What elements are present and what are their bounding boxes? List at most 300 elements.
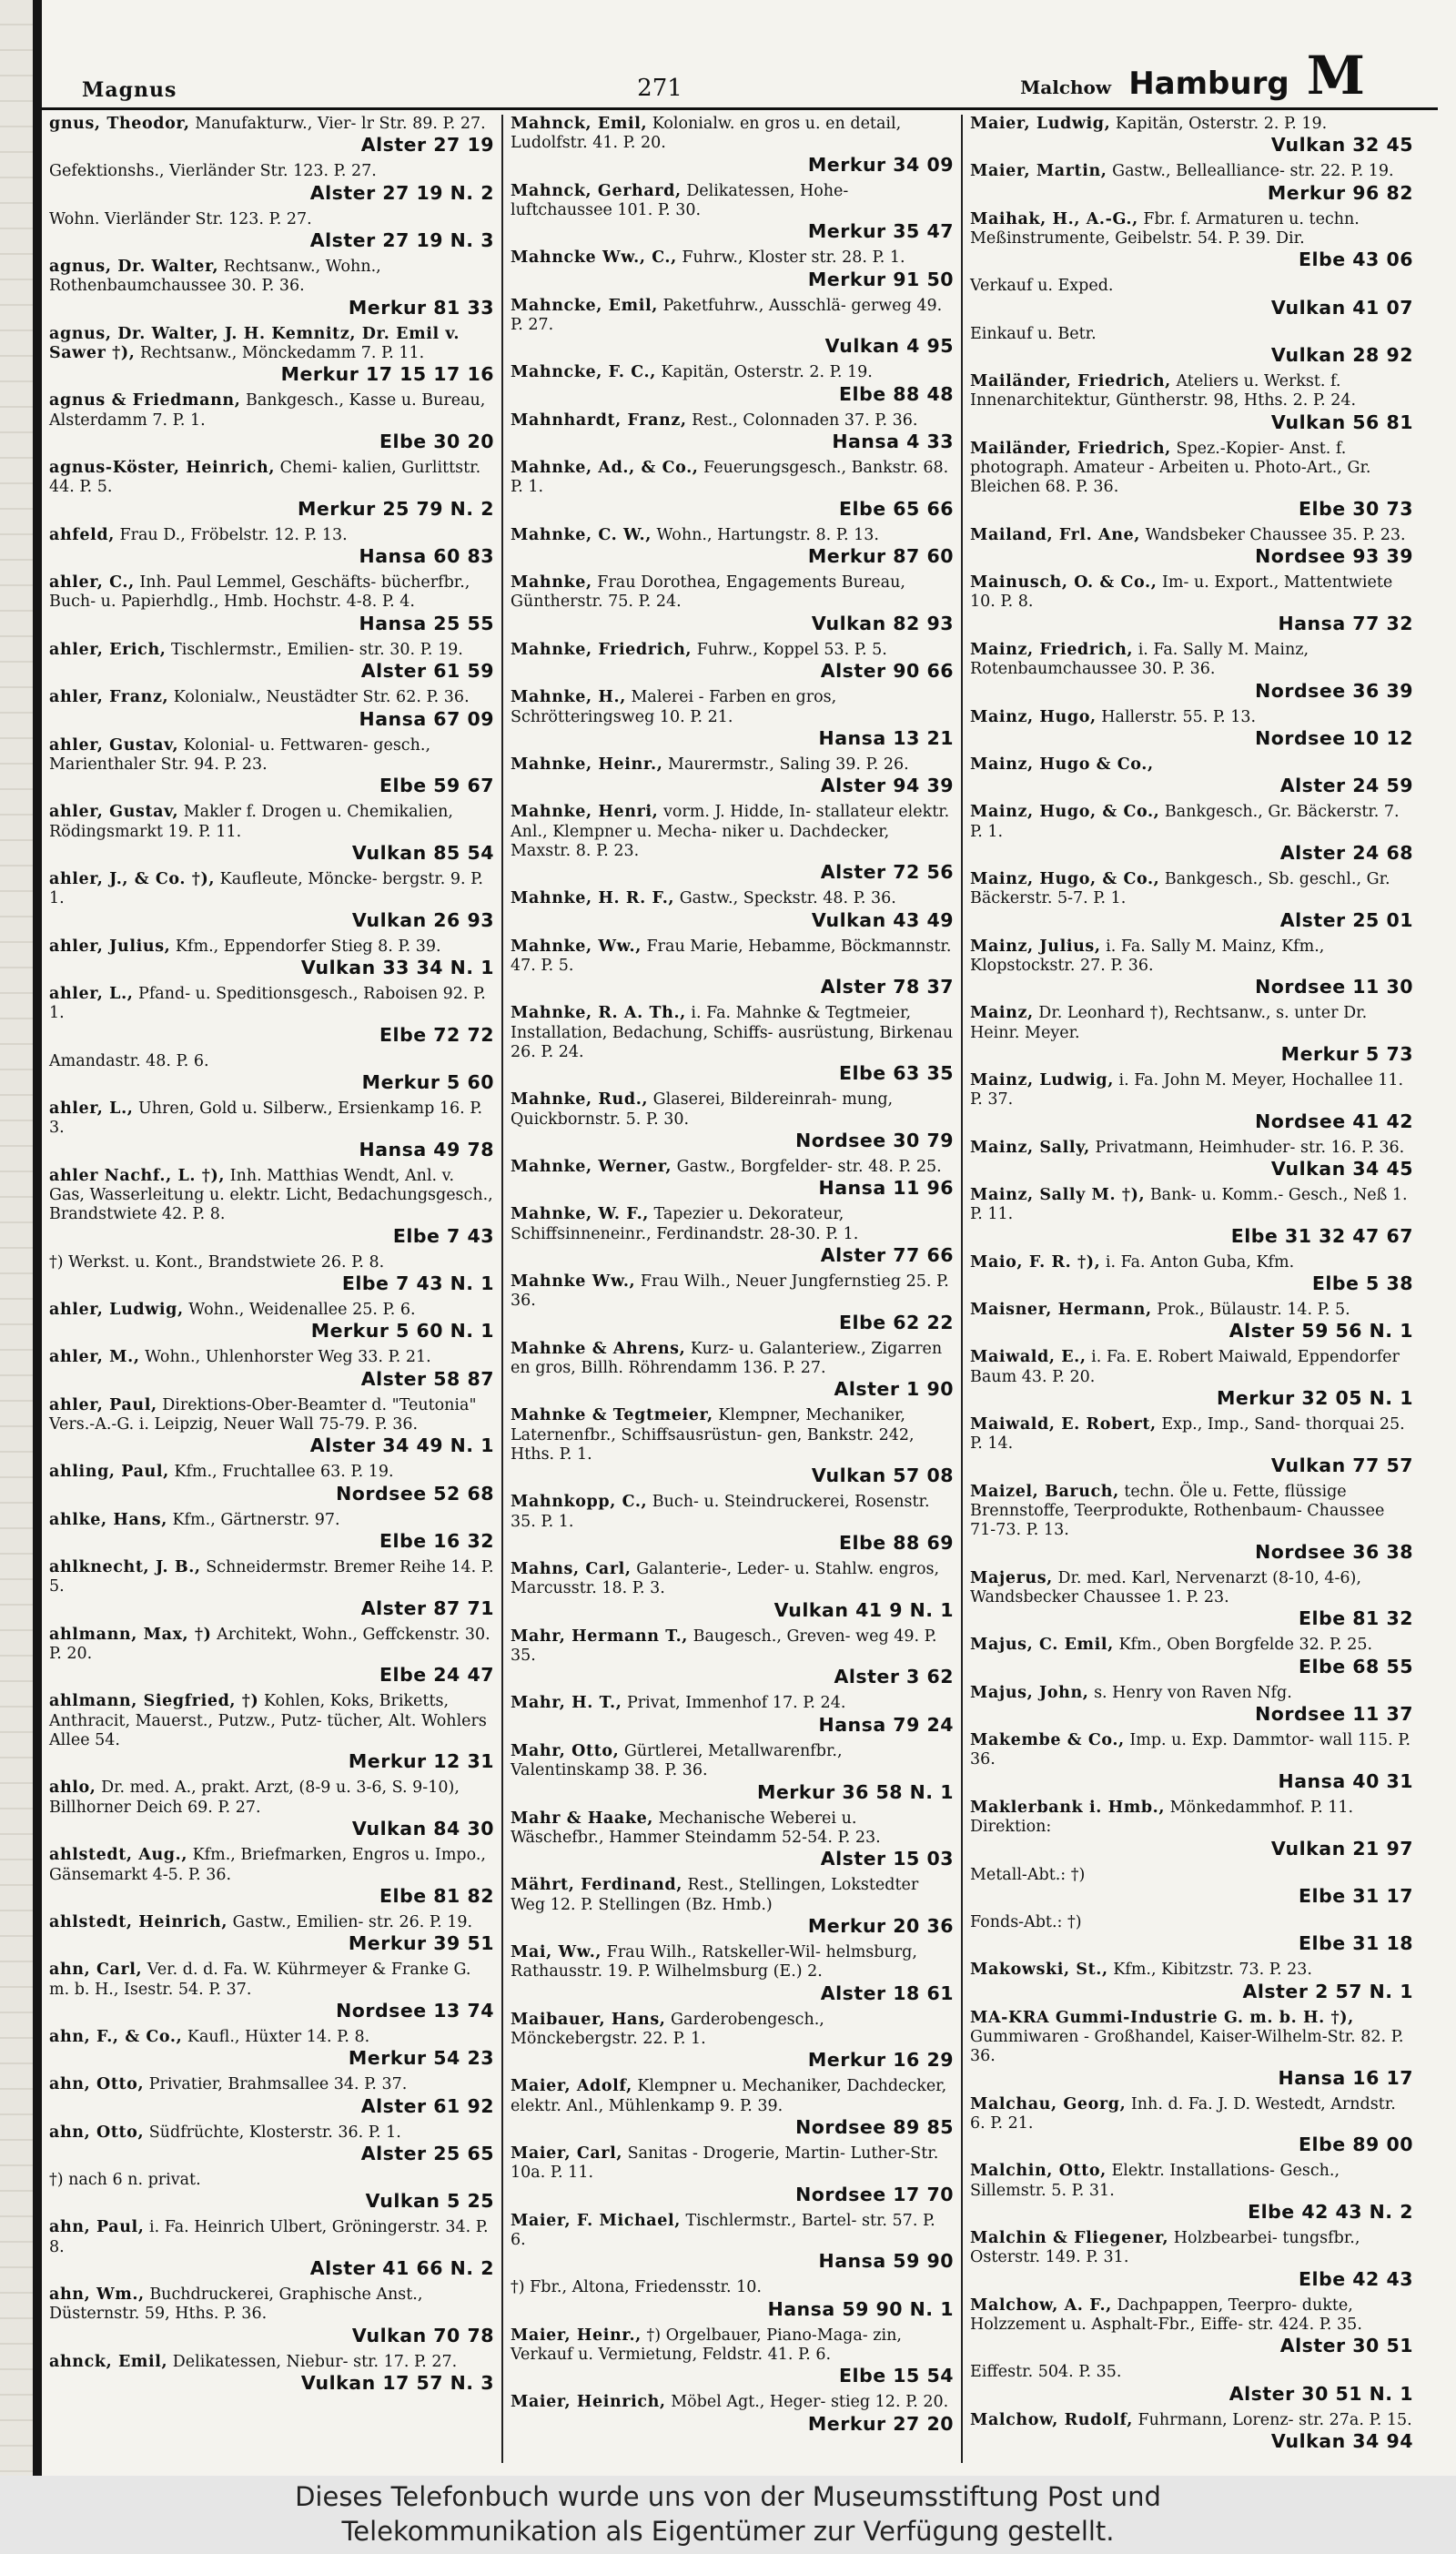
entry-description: Buch- u. Steindruckerei, Rosenstr. 35. P. 1. — [511, 1493, 930, 1531]
entry-description: Tapezier u. Dekorateur, Schiffsinneneinr., Ferdinandstr. 28-30. P. 1. — [511, 1205, 859, 1243]
entry-phone-number: Nordsee 89 85 — [795, 2115, 954, 2138]
entry-phone-number: Nordsee 10 12 — [1255, 726, 1413, 749]
entry-description: Kolonialw., Neustädter Str. 62. P. 36. — [173, 688, 470, 707]
directory-entry — [49, 1779, 494, 1840]
entry-phone-number: Vulkan 33 34 N. 1 — [300, 956, 494, 978]
entry-name: Maklerbank i. Hmb., — [970, 1798, 1166, 1817]
directory-entry — [511, 2278, 954, 2320]
entry-description: Kfm., Briefmarken, Engros u. Impo., Gänsemarkt 4-5. P. 36. — [49, 1846, 486, 1884]
entry-phone-number: Hansa 59 90 — [818, 2250, 954, 2273]
entry-name: Mainusch, O. & Co., — [970, 573, 1158, 593]
entry-phone-number: Elbe 81 32 — [1299, 1607, 1413, 1630]
entry-description: Fuhrw., Koppel 53. P. 5. — [696, 640, 887, 659]
directory-entry — [49, 459, 494, 521]
directory-entry — [970, 1636, 1413, 1677]
directory-entry — [511, 803, 954, 884]
entry-phone-number: Hansa 59 90 N. 1 — [767, 2297, 954, 2320]
entry-description: Tischlermstr., Bartel- str. 57. P. 6. — [511, 2211, 935, 2249]
footer-notice — [0, 2476, 1456, 2554]
directory-entry — [511, 2011, 954, 2073]
entry-phone-number: Nordsee 11 37 — [1255, 1703, 1413, 1726]
entry-description: Maurermstr., Saling 39. P. 26. — [668, 755, 909, 774]
entry-name: ahn, Otto, — [49, 2075, 145, 2094]
entry-name: ahlknecht, J. B., — [49, 1558, 201, 1577]
entry-phone-number: Vulkan 70 78 — [351, 2324, 494, 2346]
entry-description: Rechtsanw., Wohn., Rothenbaumchaussee 30. P. 36. — [49, 258, 381, 296]
entry-description: Fuhrmann, Lorenz- str. 27a. P. 15. — [1138, 2410, 1412, 2429]
entry-phone-number: Vulkan 41 07 — [1270, 296, 1413, 319]
entry-description: vorm. J. Hidde, In- stallateur elektr. Anl., Klempner u. Mecha- niker u. Dachdecker, Maxstr. 8. P. 23. — [511, 803, 950, 860]
entry-name: Mahnke, H. R. F., — [511, 889, 675, 908]
directory-entry — [49, 1961, 494, 2022]
entry-description: i. Fa. E. Robert Maiwald, Eppendorfer Baum 43. P. 20. — [970, 1348, 1400, 1386]
directory-entry — [970, 162, 1413, 204]
directory-entry — [970, 1253, 1413, 1295]
directory-entry — [511, 297, 954, 359]
entry-description: Architekt, Wohn., Geffckenstr. 30. P. 20. — [49, 1625, 490, 1664]
directory-entry — [970, 1483, 1413, 1564]
directory-entry — [970, 115, 1413, 157]
directory-entry — [970, 2009, 1413, 2090]
directory-entry — [49, 115, 494, 157]
entry-description: Bankgesch., Gr. Bäckerstr. 7. P. 1. — [970, 803, 1400, 841]
directory-entry — [970, 1731, 1413, 1793]
entry-description: Elektr. Installations- Gesch., Sillemstr. 5. P. 31. — [970, 2162, 1340, 2200]
entry-name: ahler, L., — [49, 1099, 134, 1118]
entry-phone-number: Vulkan 5 25 — [365, 2190, 494, 2213]
entry-name: ahlke, Hans, — [49, 1510, 167, 1529]
entry-phone-number: Vulkan 4 95 — [824, 335, 954, 358]
entry-name: Maiwald, E. Robert, — [970, 1415, 1157, 1434]
entry-phone-number: Elbe 81 82 — [379, 1884, 494, 1907]
entry-phone-number: Elbe 31 17 — [1299, 1884, 1413, 1907]
entry-description: Bankgesch., Sb. geschl., Gr. Bäckerstr. 5-7. P. 1. — [970, 869, 1390, 908]
entry-description: i. Fa. Heinrich Ulbert, Gröningerstr. 34. P. 8. — [49, 2218, 489, 2256]
directory-entry — [970, 1004, 1413, 1066]
directory-entry — [511, 1560, 954, 1622]
entry-description: Frau Wilh., Ratskeller-Wil- helmsburg, Rathausstr. 19. P. Wilhelmsburg (E.) 2. — [511, 1942, 917, 1981]
directory-entry — [49, 870, 494, 932]
entry-name: Maisner, Hermann, — [970, 1301, 1152, 1319]
directory-entry — [49, 573, 494, 635]
directory-entry — [970, 870, 1413, 932]
entry-name: Mahr, Otto, — [511, 1741, 620, 1760]
entry-name: Mahns, Carl, — [511, 1560, 632, 1579]
entry-description: Spez.-Kopier- Anst. f. photograph. Amateur - Arbeiten u. Photo-Art., Gr. Bleichen 68. P. 36. — [970, 439, 1371, 497]
book-binding — [33, 0, 42, 2476]
entry-name: Mahnke, Henri, — [511, 803, 659, 822]
entry-name: Mahnke, H., — [511, 688, 626, 707]
directory-entry — [49, 641, 494, 683]
entry-description: Frau D., Fröbelstr. 12. P. 13. — [119, 525, 348, 544]
entry-description: Glaserei, Bildereinrah- mung, Quickbornstr. 5. P. 30. — [511, 1090, 894, 1129]
entry-description: Im- u. Export., Mattentwiete 10. P. 8. — [970, 573, 1393, 612]
directory-entry — [49, 2171, 494, 2213]
entry-phone-number: Nordsee 13 74 — [336, 1999, 494, 2022]
entry-description: Kaufleute, Möncke- bergstr. 9. P. 1. — [49, 869, 483, 908]
entry-name: Majus, C. Emil, — [970, 1636, 1114, 1655]
entry-description: Schneidermstr. Bremer Reihe 14. P. 5. — [49, 1558, 494, 1596]
directory-entry — [970, 2363, 1413, 2405]
entry-description: Tischlermstr., Emilien- str. 30. P. 19. — [171, 640, 463, 659]
entry-description: Wohn., Weidenallee 25. P. 6. — [188, 1301, 416, 1319]
directory-entry — [49, 1052, 494, 1094]
directory-entry — [970, 1866, 1413, 1908]
directory-entry — [511, 363, 954, 405]
entry-description: Mönkedammhof. P. 11. Direktion: — [970, 1798, 1354, 1837]
directory-entry — [49, 1511, 494, 1553]
entry-phone-number: Hansa 77 32 — [1278, 612, 1413, 634]
entry-description: Fonds-Abt.: †) — [970, 1912, 1082, 1931]
entry-description: techn. Öle u. Fette, flüssige Brennstoffe, Teerprodukte, Rothenbaum- Chaussee 71-73. P. 13. — [970, 1482, 1385, 1540]
entry-phone-number: Merkur 81 33 — [348, 296, 494, 319]
entry-description: Kapitän, Osterstr. 2. P. 19. — [1115, 115, 1328, 133]
entry-name: ahfeld, — [49, 525, 115, 544]
header-letter: M — [1306, 45, 1365, 106]
entry-name: Mahncke, F. C., — [511, 363, 656, 382]
entry-description: i. Fa. Sally M. Mainz, Rotenbaumchaussee 30. P. 36. — [970, 640, 1309, 679]
entry-phone-number: Alster 27 19 — [360, 134, 494, 157]
entry-description: Buchdruckerei, Graphische Anst., Düsternstr. 59, Hths. P. 36. — [49, 2285, 423, 2324]
directory-entry — [49, 2218, 494, 2280]
entry-name: ahler, Gustav, — [49, 803, 179, 822]
directory-entry — [511, 1406, 954, 1487]
entry-phone-number: Merkur 54 23 — [348, 2047, 494, 2070]
directory-entry — [49, 1167, 494, 1248]
entry-name: Mahncke, Emil, — [511, 296, 658, 315]
entry-description: Sanitas - Drogerie, Martin- Luther-Str. 10a. P. 11. — [511, 2144, 939, 2183]
entry-phone-number: Alster 61 59 — [360, 660, 494, 683]
entry-description: Privatmann, Heimhuder- str. 16. P. 36. — [1095, 1138, 1405, 1157]
directory-entry — [511, 1004, 954, 1085]
directory-entry — [49, 803, 494, 865]
entry-name: ahler, C., — [49, 573, 135, 593]
directory-entry — [511, 248, 954, 290]
listing-column-1 — [42, 115, 501, 2463]
entry-description: Dr. med. A., prakt. Arzt, (8-9 u. 3-6, S. 9-10), Billhorner Deich 69. P. 27. — [49, 1779, 460, 1817]
entry-name: Maier, Martin, — [970, 162, 1107, 181]
entry-name: Maier, Ludwig, — [970, 115, 1111, 133]
entry-description: Imp. u. Exp. Dammtor- wall 115. P. 36. — [970, 1731, 1411, 1769]
entry-name: Mahnke, — [511, 573, 592, 593]
directory-entry — [970, 1569, 1413, 1631]
directory-entry — [970, 755, 1413, 797]
entry-name: agnus-Köster, Heinrich, — [49, 459, 276, 478]
entry-name: ahlmann, Siegfried, †) — [49, 1692, 259, 1711]
entry-phone-number: Elbe 59 67 — [379, 775, 494, 797]
entry-phone-number: Hansa 60 83 — [359, 545, 494, 568]
entry-name: Mahnke, Heinr., — [511, 755, 663, 774]
entry-name: Mainz, Julius, — [970, 937, 1101, 956]
entry-name: Mailand, Frl. Ane, — [970, 525, 1140, 544]
directory-entry — [511, 2077, 954, 2139]
directory-entry — [970, 2162, 1413, 2224]
entry-name: ahler, J., & Co. †), — [49, 869, 216, 888]
entry-phone-number: Merkur 17 15 17 16 — [280, 363, 494, 386]
directory-entry — [970, 372, 1413, 434]
directory-entry — [49, 1626, 494, 1687]
entry-name: ahler, Erich, — [49, 640, 167, 659]
directory-entry — [49, 2075, 494, 2117]
entry-phone-number: Vulkan 84 30 — [351, 1818, 494, 1840]
entry-name: Mahnke, Friedrich, — [511, 640, 693, 659]
entry-description: Dr. med. Karl, Nervenarzt (8-10, 4-6), Wandsbecker Chaussee 1. P. 23. — [970, 1568, 1361, 1607]
entry-phone-number: Vulkan 32 45 — [1270, 134, 1413, 157]
directory-entry — [970, 1684, 1413, 1726]
directory-entry — [970, 1961, 1413, 2002]
footer-line-1: Dieses Telefonbuch wurde uns von der Museumsstiftung Post und — [295, 2481, 1161, 2512]
entry-name: Malchau, Georg, — [970, 2094, 1127, 2113]
entry-phone-number: Elbe 7 43 N. 1 — [341, 1272, 494, 1294]
directory-entry — [49, 1100, 494, 1161]
entry-name: Makowski, St., — [970, 1961, 1108, 1980]
entry-phone-number: Elbe 68 55 — [1299, 1655, 1413, 1677]
directory-entry — [49, 1348, 494, 1390]
entry-name: Maier, F. Michael, — [511, 2211, 681, 2230]
entry-phone-number: Elbe 31 32 47 67 — [1230, 1224, 1413, 1247]
entry-description: Inh. d. Fa. J. D. Westedt, Arndstr. 6. P. 21. — [970, 2094, 1396, 2133]
listing-column-2 — [501, 115, 961, 2463]
entry-description: Kfm., Oben Borgfelde 32. P. 25. — [1118, 1636, 1373, 1655]
directory-entry — [49, 2123, 494, 2165]
entry-description: Gastw., Borgfelder- str. 48. P. 25. — [676, 1157, 942, 1176]
entry-description: Verkauf u. Exped. — [970, 277, 1114, 296]
entry-description: Fuhrw., Kloster str. 28. P. 1. — [682, 248, 905, 268]
entry-description: Uhren, Gold u. Silberw., Ersienkamp 16. P. 3. — [49, 1099, 483, 1138]
entry-description: Garderobengesch., Mönckebergstr. 22. P. 1. — [511, 2010, 824, 2048]
entry-name: Mainz, Sally, — [970, 1138, 1090, 1157]
adjacent-page-edge — [0, 0, 33, 2476]
entry-phone-number: Merkur 96 82 — [1267, 181, 1413, 204]
entry-description: Eiffestr. 504. P. 35. — [970, 2363, 1122, 2382]
entry-name: Mailänder, Friedrich, — [970, 372, 1171, 391]
entry-description: Frau Wilh., Neuer Jungfernstieg 25. P. 36. — [511, 1272, 949, 1311]
entry-phone-number: Vulkan 28 92 — [1270, 344, 1413, 367]
entry-description: Fbr. f. Armaturen u. techn. Meßinstrumente, Geibelstr. 54. P. 39. Dir. — [970, 209, 1360, 248]
entry-phone-number: Alster 58 87 — [360, 1367, 494, 1390]
entry-phone-number: Alster 78 37 — [820, 976, 954, 998]
directory-entry — [511, 1694, 954, 1736]
entry-name: Mahnke, C. W., — [511, 525, 652, 544]
entry-description: Metall-Abt.: †) — [970, 1865, 1086, 1884]
entry-name: Mahnck, Gerhard, — [511, 181, 682, 200]
entry-name: Mahr & Haake, — [511, 1809, 654, 1828]
entry-description: Pfand- u. Speditionsgesch., Raboisen 92. P. 1. — [49, 984, 486, 1023]
directory-entry — [49, 1463, 494, 1505]
entry-description: Kfm., Gärtnerstr. 97. — [172, 1510, 340, 1529]
entry-phone-number: Alster 18 61 — [820, 1981, 954, 2004]
entry-description: Gastw., Bellealliance- str. 22. P. 19. — [1112, 162, 1394, 181]
entry-name: Mahnke, Ww., — [511, 937, 642, 956]
entry-description: Delikatessen, Niebur- str. 17. P. 27. — [172, 2352, 458, 2371]
entry-name: Mahr, Hermann T., — [511, 1627, 689, 1646]
entry-name: ahler, Julius, — [49, 937, 171, 956]
entry-description: Rest., Colonnaden 37. P. 36. — [692, 410, 918, 430]
entry-phone-number: Merkur 35 47 — [807, 220, 954, 243]
entry-name: Mainz, Friedrich, — [970, 640, 1134, 659]
entry-phone-number: Elbe 89 00 — [1299, 2133, 1413, 2156]
entry-description: Bankgesch., Kasse u. Bureau, Alsterdamm 7. P. 1. — [49, 391, 486, 430]
entry-name: Mahnke & Ahrens, — [511, 1339, 686, 1358]
entry-description: Wohn. Vierländer Str. 123. P. 27. — [49, 209, 312, 228]
directory-entry — [511, 1158, 954, 1200]
entry-name: ahn, Otto, — [49, 2123, 145, 2142]
entry-description: Rechtsanw., Mönckedamm 7. P. 11. — [140, 344, 425, 363]
entry-description: Holzbearbei- tungsfbr., Osterstr. 149. P. 31. — [970, 2228, 1360, 2267]
directory-entry — [970, 2095, 1413, 2157]
entry-description: Kfm., Eppendorfer Stieg 8. P. 39. — [175, 937, 441, 956]
entry-phone-number: Elbe 88 48 — [839, 382, 954, 405]
entry-phone-number: Nordsee 30 79 — [795, 1129, 954, 1151]
footer-line-2: Telekommunikation als Eigentümer zur Verfügung gestellt. — [341, 2516, 1115, 2548]
entry-name: Majus, John, — [970, 1683, 1089, 1702]
directory-entry — [511, 1876, 954, 1938]
entry-description: Manufakturw., Vier- lr Str. 89. P. 27. — [195, 115, 486, 133]
entry-phone-number: Hansa 16 17 — [1278, 2066, 1413, 2089]
entry-name: ahling, Paul, — [49, 1463, 169, 1482]
entry-phone-number: Merkur 39 51 — [348, 1932, 494, 1955]
entry-name: ahn, Wm., — [49, 2285, 145, 2304]
entry-name: Mainz, Hugo, — [970, 707, 1097, 726]
entry-description: Bank- u. Komm.- Gesch., Neß 1. P. 11. — [970, 1185, 1408, 1224]
directory-entry — [511, 526, 954, 568]
entry-phone-number: Elbe 31 18 — [1299, 1932, 1413, 1955]
entry-name: ahlo, — [49, 1779, 96, 1798]
entry-name: Maihak, H., A.-G., — [970, 209, 1138, 228]
entry-description: †) nach 6 n. privat. — [49, 2170, 201, 2189]
entry-phone-number: Nordsee 93 39 — [1255, 545, 1413, 568]
entry-name: Mai, Ww., — [511, 1942, 602, 1961]
entry-name: Mainz, Hugo, & Co., — [970, 803, 1160, 822]
listing-columns — [42, 115, 1443, 2463]
entry-description: i. Fa. Mahnke & Tegtmeier, Installation, Bedachung, Schiffs- ausrüstung, Birkenau 26. P. 24. — [511, 1004, 954, 1061]
directory-entry — [970, 2229, 1413, 2291]
entry-name: Mahnke, Werner, — [511, 1157, 672, 1176]
entry-phone-number: Vulkan 77 57 — [1270, 1454, 1413, 1476]
directory-entry — [49, 1846, 494, 1908]
entry-name: Mahr, H. T., — [511, 1694, 622, 1713]
entry-description: Direktions-Ober-Beamter d. "Teutonia" Vers.-A.-G. i. Leipzig, Neuer Wall 75-79. P. 36. — [49, 1395, 477, 1434]
entry-description: Kfm., Fruchtallee 63. P. 19. — [174, 1463, 394, 1482]
directory-entry — [49, 526, 494, 568]
entry-phone-number: Alster 3 62 — [834, 1666, 954, 1688]
entry-description: Einkauf u. Betr. — [970, 324, 1097, 343]
directory-entry — [511, 688, 954, 750]
directory-entry — [511, 1340, 954, 1402]
entry-phone-number: Merkur 5 60 N. 1 — [310, 1320, 494, 1343]
entry-phone-number: Nordsee 11 30 — [1255, 976, 1413, 998]
entry-phone-number: Alster 94 39 — [820, 775, 954, 797]
directory-entry — [49, 937, 494, 979]
directory-entry — [511, 937, 954, 999]
entry-phone-number: Merkur 16 29 — [807, 2049, 954, 2072]
entry-description: Dr. Leonhard †), Rechtsanw., s. unter Dr. Heinr. Meyer. — [970, 1004, 1368, 1042]
entry-phone-number: Vulkan 34 94 — [1270, 2430, 1413, 2452]
entry-phone-number: Alster 27 19 N. 2 — [309, 181, 494, 204]
entry-phone-number: Elbe 62 22 — [839, 1311, 954, 1333]
entry-description: Kolonial- u. Fettwaren- gesch., Marienthaler Str. 94. P. 23. — [49, 735, 431, 774]
entry-name: ahnck, Emil, — [49, 2352, 168, 2371]
entry-name: ahler Nachf., L. †), — [49, 1166, 226, 1185]
entry-description: Kfm., Kibitzstr. 73. P. 23. — [1113, 1961, 1312, 1980]
entry-phone-number: Alster 2 57 N. 1 — [1242, 1980, 1413, 2002]
directory-entry — [49, 2028, 494, 2070]
entry-phone-number: Elbe 7 43 — [392, 1224, 494, 1247]
directory-entry — [970, 1913, 1413, 1955]
header-rule — [42, 107, 1438, 110]
directory-entry — [970, 277, 1413, 319]
directory-entry — [511, 2393, 954, 2435]
directory-entry — [511, 459, 954, 521]
entry-phone-number: Vulkan 43 49 — [811, 908, 954, 931]
entry-name: ahn, F., & Co., — [49, 2027, 183, 2046]
entry-phone-number: Alster 61 92 — [360, 2094, 494, 2117]
entry-description: Ateliers u. Werkst. f. Innenarchitektur, Güntherstr. 98, Hths. 2. P. 24. — [970, 372, 1357, 410]
entry-phone-number: Merkur 5 73 — [1280, 1042, 1413, 1065]
entry-name: Mährt, Ferdinand, — [511, 1876, 682, 1895]
entry-name: Mainz, Sally M. †), — [970, 1185, 1146, 1204]
entry-name: Mahnke, R. A. Th., — [511, 1004, 686, 1023]
entry-description: i. Fa. Anton Guba, Kfm. — [1105, 1252, 1295, 1272]
entry-name: ahler, Paul, — [49, 1395, 157, 1414]
entry-description: Ver. d. d. Fa. W. Kührmeyer & Franke G. m. b. H., Isestr. 54. P. 37. — [49, 1961, 471, 1999]
header-city: Hamburg — [1128, 66, 1289, 102]
directory-entry — [49, 2353, 494, 2395]
directory-entry — [511, 1272, 954, 1334]
entry-phone-number: Merkur 25 79 N. 2 — [297, 497, 494, 520]
directory-entry — [511, 755, 954, 797]
entry-name: Malchow, Rudolf, — [970, 2410, 1133, 2429]
directory-entry — [970, 641, 1413, 703]
entry-phone-number: Vulkan 26 93 — [351, 908, 494, 931]
entry-name: Mahnkopp, C., — [511, 1493, 648, 1512]
directory-entry — [49, 162, 494, 204]
entry-name: Mainz, Hugo & Co., — [970, 755, 1154, 774]
directory-entry — [49, 985, 494, 1047]
entry-phone-number: Hansa 67 09 — [359, 707, 494, 730]
entry-name: Mainz, Ludwig, — [970, 1070, 1114, 1090]
entry-phone-number: Vulkan 56 81 — [1270, 410, 1413, 433]
entry-phone-number: Alster 90 66 — [820, 660, 954, 683]
entry-name: Mahnke Ww., — [511, 1272, 636, 1291]
entry-description: Mechanische Weberei u. Wäschefbr., Hammer Steindamm 52-54. P. 23. — [511, 1809, 881, 1847]
directory-entry — [49, 325, 494, 387]
entry-description: Möbel Agt., Heger- stieg 12. P. 20. — [671, 2393, 949, 2412]
entry-description: †) Orgelbauer, Piano-Maga- zin, Verkauf u. Vermietung, Feldstr. 41. P. 6. — [511, 2326, 902, 2364]
listing-column-3 — [961, 115, 1421, 2463]
entry-phone-number: Alster 87 71 — [360, 1596, 494, 1619]
entry-phone-number: Alster 15 03 — [820, 1848, 954, 1870]
entry-description: Hallerstr. 55. P. 13. — [1101, 707, 1257, 726]
entry-phone-number: Elbe 43 06 — [1299, 248, 1413, 271]
entry-description: Inh. Paul Lemmel, Geschäfts- bücherfbr., Buch- u. Papierhdlg., Hmb. Hochstr. 4-8. P. 4. — [49, 573, 470, 612]
directory-entry — [511, 573, 954, 635]
entry-phone-number: Merkur 27 20 — [807, 2412, 954, 2435]
entry-name: Makembe & Co., — [970, 1731, 1125, 1750]
directory-entry — [511, 641, 954, 683]
directory-entry — [970, 2411, 1413, 2453]
entry-name: Mahnck, Emil, — [511, 115, 648, 133]
entry-description: Privat, Immenhof 17. P. 24. — [627, 1694, 846, 1713]
entry-phone-number: Nordsee 52 68 — [336, 1482, 494, 1505]
entry-description: Wohn., Uhlenhorster Weg 33. P. 21. — [145, 1348, 431, 1367]
entry-description: Gastw., Emilien- str. 26. P. 19. — [232, 1912, 473, 1931]
entry-name: Maibauer, Hans, — [511, 2010, 666, 2029]
entry-description: Exp., Imp., Sand- thorquai 25. P. 14. — [970, 1415, 1405, 1454]
entry-name: agnus, Dr. Walter, J. H. Kemnitz, Dr. Emil v. Sawer †), — [49, 324, 460, 363]
directory-entry — [511, 115, 954, 177]
entry-description: Privatier, Brahmsallee 34. P. 37. — [148, 2075, 408, 2094]
